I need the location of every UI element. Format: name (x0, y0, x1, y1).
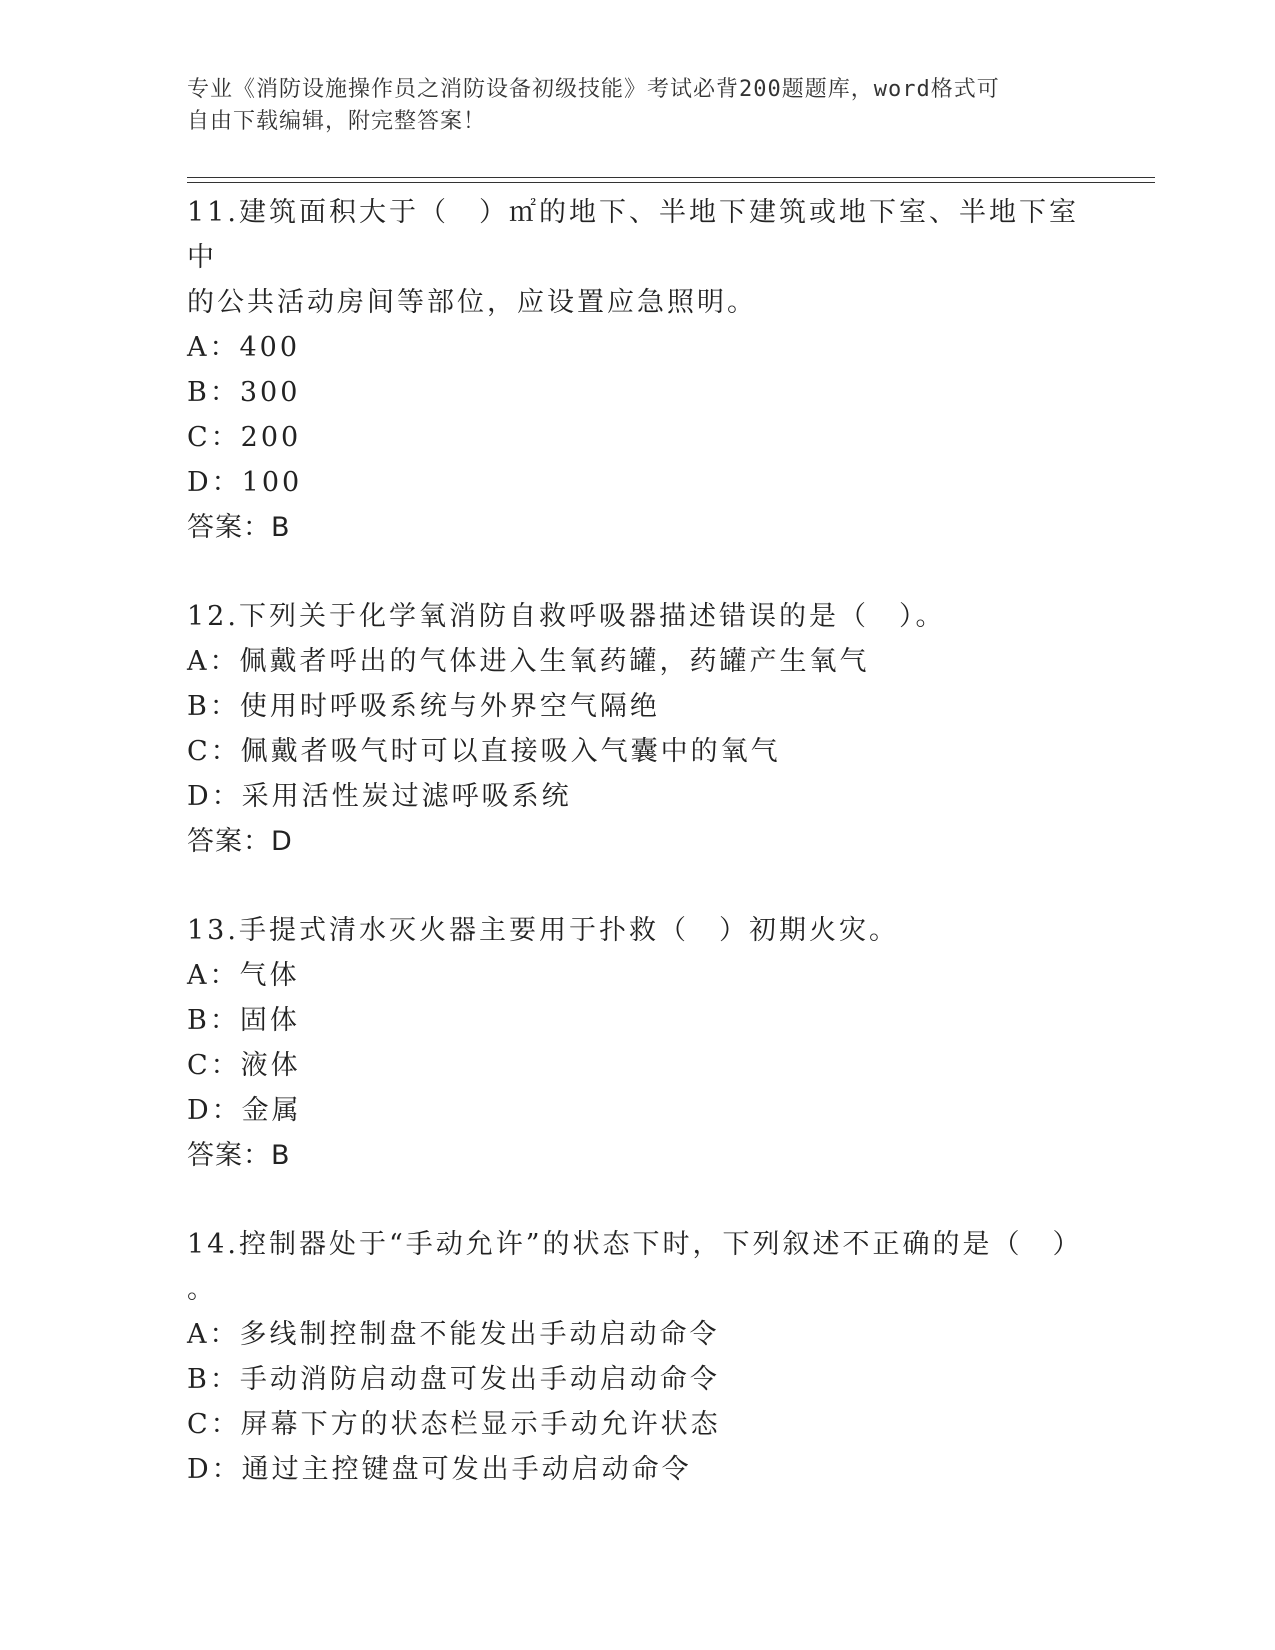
answer: 答案：B (187, 512, 291, 543)
option-a: A：400 (187, 332, 301, 363)
header-line-2: 自由下载编辑，附完整答案！ (187, 109, 487, 134)
question-14 (187, 1222, 1087, 1492)
question-stem-line: 。 (187, 1274, 217, 1305)
document-header (187, 74, 1067, 138)
option-b: B：固体 (187, 1005, 300, 1036)
option-d: D：通过主控键盘可发出手动启动命令 (187, 1454, 692, 1485)
option-b: B：手动消防启动盘可发出手动启动命令 (187, 1364, 720, 1395)
question-11 (187, 190, 1087, 550)
header-divider-top (187, 177, 1155, 178)
question-list (187, 190, 1087, 1492)
option-d: D：金属 (187, 1095, 302, 1126)
option-d: D：100 (187, 467, 303, 498)
option-c: C：液体 (187, 1050, 301, 1081)
option-c: C：屏幕下方的状态栏显示手动允许状态 (187, 1409, 721, 1440)
question-stem-line: 11.建筑面积大于（ ）㎡的地下、半地下建筑或地下室、半地下室中 (187, 197, 1079, 273)
question-12 (187, 594, 1087, 864)
answer: 答案：B (187, 1140, 291, 1171)
option-d: D：采用活性炭过滤呼吸系统 (187, 781, 572, 812)
question-13 (187, 908, 1087, 1178)
option-a: A：多线制控制盘不能发出手动启动命令 (187, 1319, 720, 1350)
question-stem-line: 的公共活动房间等部位，应设置应急照明。 (187, 287, 757, 318)
option-b: B：300 (187, 377, 301, 408)
header-divider-bottom (187, 182, 1155, 183)
question-stem-line: 14.控制器处于“手动允许”的状态下时，下列叙述不正确的是（ ） (187, 1229, 1083, 1260)
option-a: A：佩戴者呼出的气体进入生氧药罐，药罐产生氧气 (187, 646, 870, 677)
option-c: C：200 (187, 422, 302, 453)
answer: 答案：D (187, 826, 293, 857)
header-line-1: 专业《消防设施操作员之消防设备初级技能》考试必背200题题库，word格式可 (187, 77, 1000, 102)
option-a: A：气体 (187, 960, 300, 991)
question-stem-line: 13.手提式清水灭火器主要用于扑救（ ）初期火灾。 (187, 915, 899, 946)
question-stem-line: 12.下列关于化学氧消防自救呼吸器描述错误的是（ ）。 (187, 601, 946, 632)
option-c: C：佩戴者吸气时可以直接吸入气囊中的氧气 (187, 736, 781, 767)
option-b: B：使用时呼吸系统与外界空气隔绝 (187, 691, 660, 722)
